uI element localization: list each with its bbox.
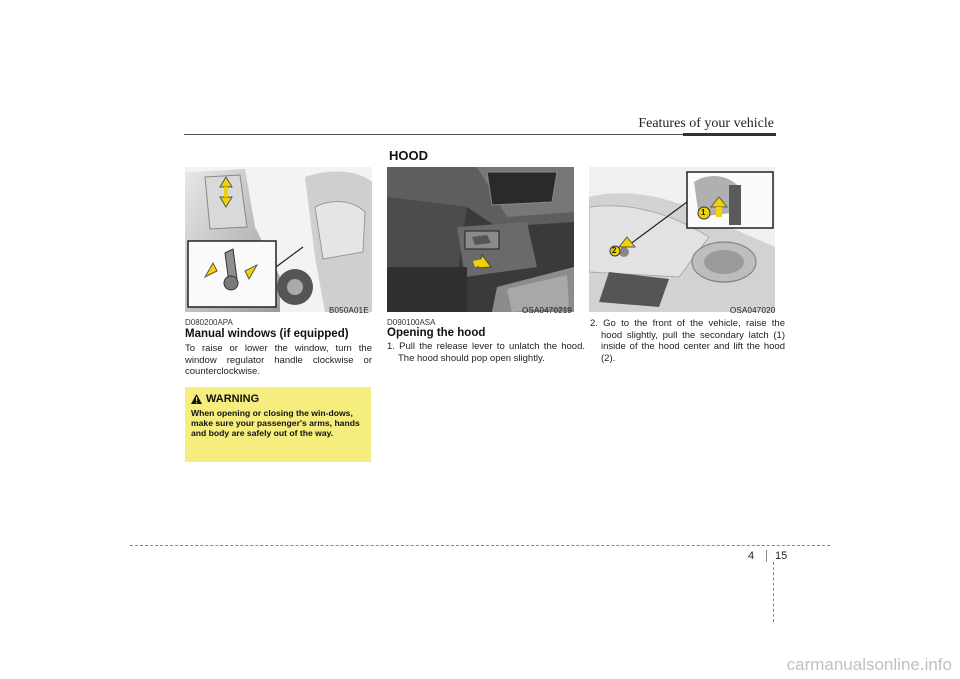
running-header: Features of your vehicle <box>638 116 774 131</box>
header-rule-accent <box>683 133 776 136</box>
warning-triangle-icon <box>191 394 202 404</box>
image-caption-window: B050A01E <box>329 306 369 315</box>
warning-title: WARNING <box>206 393 260 405</box>
watermark: carmanualsonline.info <box>786 655 952 674</box>
step-1-text: 1. Pull the release lever to unlatch the hood. The hood should pop open slightly. <box>387 341 585 364</box>
doc-code-hood: D090100ASA <box>387 318 436 327</box>
page-number: 15 <box>775 550 788 562</box>
warning-text: When opening or closing the win-dows, make sure your passenger's arms, hands and body are safely out of the way. <box>191 408 360 439</box>
section-title: HOOD <box>389 148 428 163</box>
window-handle-illustration <box>185 167 372 312</box>
hood-secondary-latch-photo <box>589 167 775 312</box>
body-manual-windows: To raise or lower the window, turn the window regulator handle clockwise or counterclockwise. <box>185 343 372 377</box>
warning-box <box>185 387 371 462</box>
callout-secondary-latch: 1 <box>701 208 706 217</box>
callout-lift-hood: 2 <box>612 246 617 255</box>
step-2-text: 2. Go to the front of the vehicle, raise the hood slightly, pull the secondary latch (1) inside of the hood center and lift the hood (2). <box>590 318 785 364</box>
chapter-number: 4 <box>748 550 755 562</box>
hood-release-lever-photo <box>387 167 574 312</box>
warning-header <box>191 393 365 405</box>
doc-code-windows: D080200APA <box>185 318 233 327</box>
heading-manual-windows: Manual windows (if equipped) <box>185 328 349 340</box>
heading-opening-hood: Opening the hood <box>387 327 486 339</box>
footer-vertical-rule <box>773 562 774 622</box>
page-number-divider <box>766 550 767 562</box>
image-caption-hood-latch: OSA047020 <box>730 306 776 315</box>
footer-rule <box>130 545 830 546</box>
image-caption-hood-lever: OSA0470219 <box>522 306 573 315</box>
